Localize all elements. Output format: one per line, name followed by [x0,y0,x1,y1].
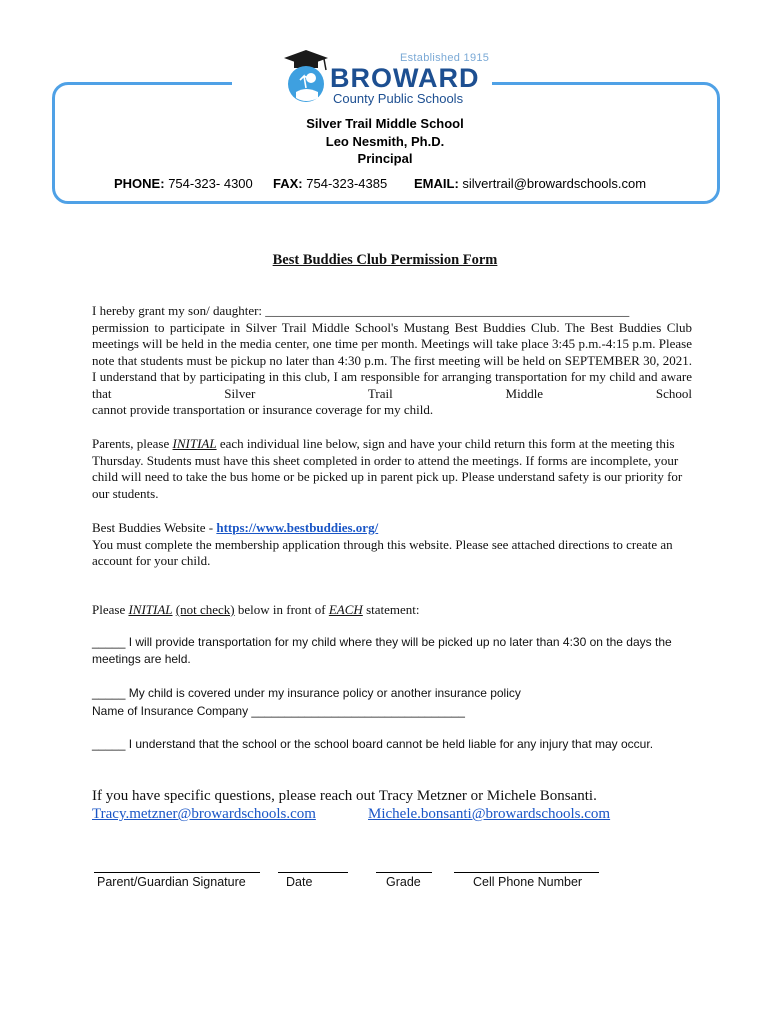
parent-signature-label: Parent/Guardian Signature [97,875,246,889]
fax-value: 754-323-4385 [306,176,388,191]
instructions-paragraph [92,436,692,502]
instructions-start: Parents, please [92,436,173,451]
insurance-company-field[interactable]: Name of Insurance Company ________________________________ [92,704,465,718]
initial-instructions [92,602,692,619]
fax-label: FAX: [273,176,303,191]
instr-initial: INITIAL [128,602,173,617]
grant-line: I hereby grant my son/ daughter: ________________________________________________________ [92,303,630,318]
principal-name: Leo Nesmith, Ph.D. [325,134,445,149]
fax-contact [273,176,387,191]
email-value: silvertrail@browardschools.com [462,176,647,191]
statement-transportation[interactable]: _____ I will provide transportation for my child where they will be picked up no later than 4:30 on the days the meetings are held. [92,635,672,666]
email-link-michele[interactable]: Michele.bonsanti@browardschools.com [368,806,611,822]
questions-line: If you have specific questions, please reach out Tracy Metzner or Michele Bonsanti. [92,788,597,804]
logo-name: BROWARD [330,63,480,93]
instr-end: statement: [362,602,420,617]
email-link-tracy[interactable]: Tracy.metzner@browardschools.com [92,806,316,822]
parent-signature-line[interactable] [94,872,260,873]
logo-established: Established 1915 [400,52,490,64]
email-label: EMAIL: [414,176,459,191]
school-name: Silver Trail Middle School [306,116,464,131]
instructions-rest: each individual line below, sign and have your child return this form at the meeting this Thursday. Students must have this sheet completed in order to attend the meetings. If forms are incomplete, your child will need to take the bus home or be picked up in parent pick up. Please understand safety is our priority for our students. [92,436,683,501]
phone-label: PHONE: [114,176,165,191]
logo-subtitle: County Public Schools [333,91,464,106]
website-line [92,520,692,537]
website-note: You must complete the membership application through this website. Please see attached directions to create an account for your child. [92,536,673,568]
phone-value: 754-323- 4300 [168,176,253,191]
website-label: Best Buddies Website - [92,520,217,535]
broward-logo-icon [280,46,332,108]
email-contact [414,176,646,191]
form-title: Best Buddies Club Permission Form [272,252,498,268]
date-label: Date [286,875,313,889]
phone-contact [114,176,253,191]
instr-mid: below in front of [234,602,329,617]
statement-liability[interactable]: _____ I understand that the school or the school board cannot be held liable for any injury that may occur. [92,737,654,751]
grade-line[interactable] [376,872,432,873]
permission-paragraph: permission to participate in Silver Trail Middle School's Mustang Best Buddies Club. The Best Buddies Club meetings will be held in the media center, one time per month. Meetings will take place 3:45 p.m.-4:15 p.m. Please note that students must be pickup no later than 4:30 p.m. The first meeting will be held on SEPTEMBER 30, 2021. I understand that by participating in this club, I am responsible for arranging transportation for my child and aware that Silver Trail Middle School [92,319,692,401]
cell-phone-line[interactable] [454,872,599,873]
initial-emphasis: INITIAL [172,436,217,451]
permission-paragraph-last: cannot provide transportation or insurance coverage for my child. [92,402,434,417]
grade-label: Grade [386,875,421,889]
instr-each: EACH [328,602,363,617]
statement-insurance[interactable]: _____ My child is covered under my insurance policy or another insurance policy [92,686,521,700]
principal-title: Principal [357,151,413,166]
instr-start: Please [92,602,129,617]
date-line[interactable] [278,872,348,873]
cell-phone-label: Cell Phone Number [473,875,583,889]
website-link[interactable]: https://www.bestbuddies.org/ [216,520,379,535]
instr-notcheck: (not check) [175,602,235,617]
